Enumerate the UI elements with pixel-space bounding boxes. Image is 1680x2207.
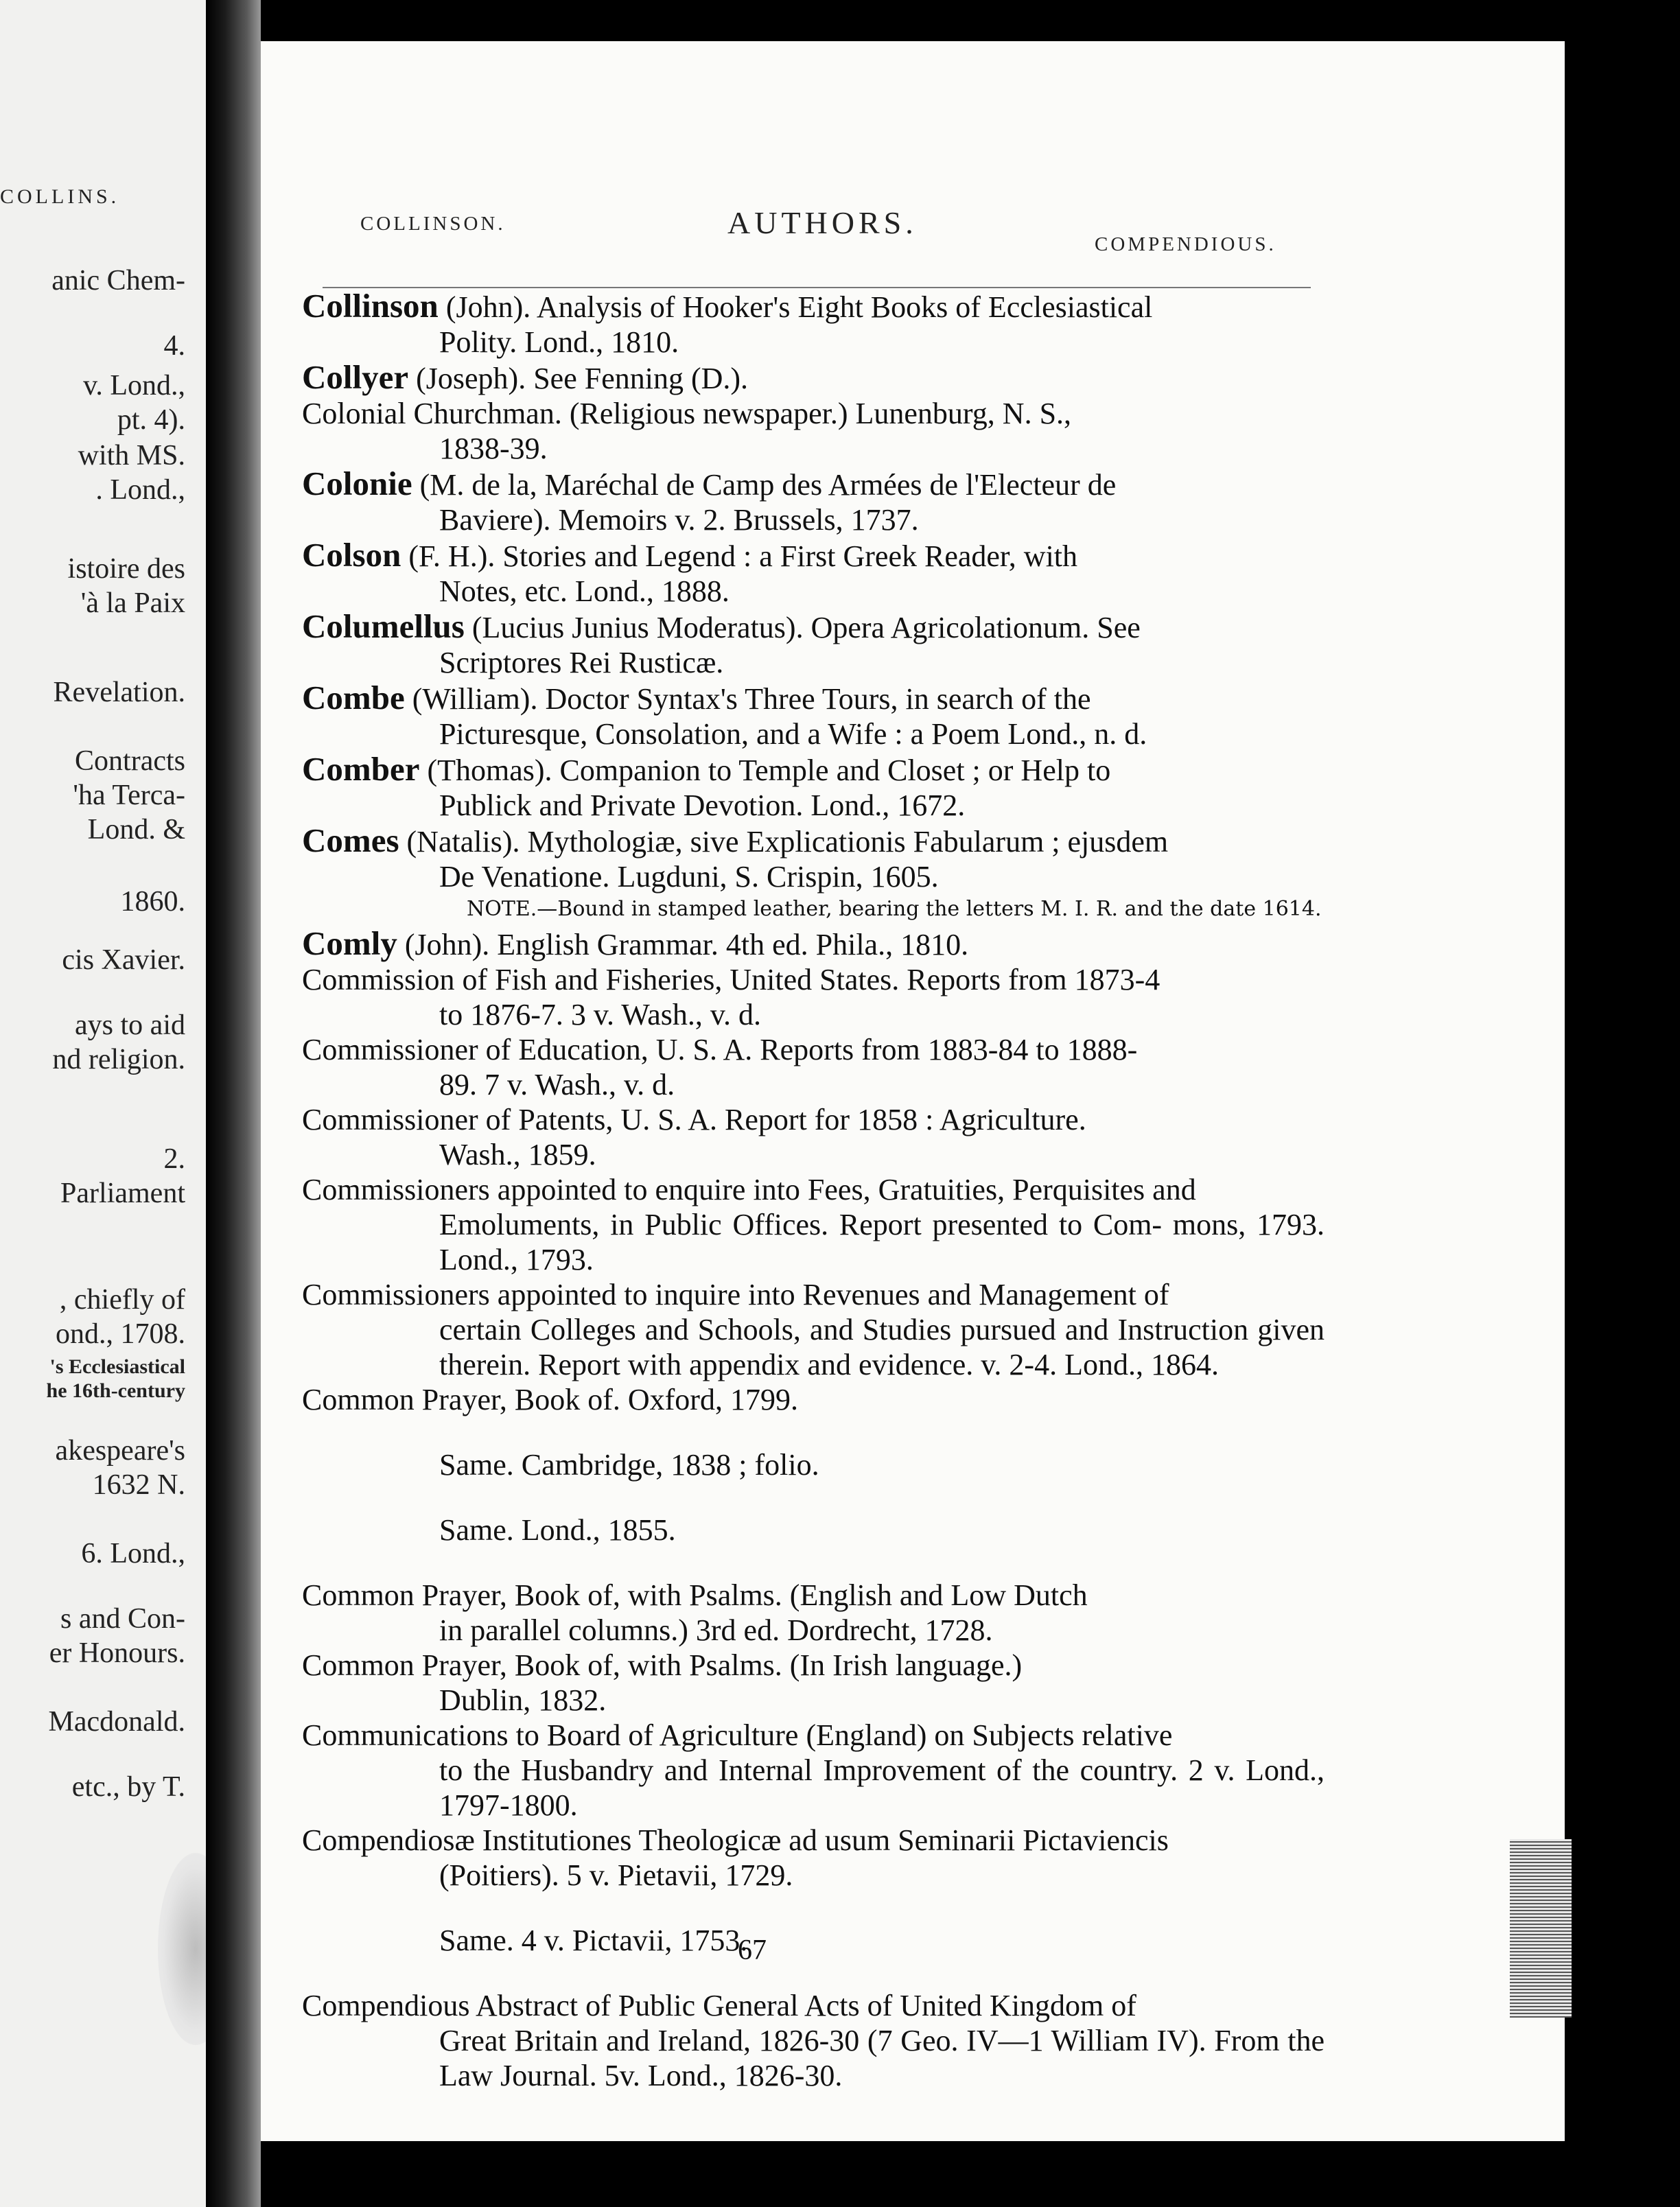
facing-line: Lond. & xyxy=(87,814,185,845)
facing-line: anic Chem- xyxy=(51,265,185,296)
facing-line: 1860. xyxy=(120,886,185,918)
entry-text: (Natalis). Mythologiæ, sive Explicationis Fabularum ; ejusdem xyxy=(399,825,1169,859)
catalogue-entry xyxy=(302,962,1325,1032)
facing-line: ond., 1708. xyxy=(56,1318,185,1350)
same-entry: Same. Cambridge, 1838 ; folio. xyxy=(439,1448,819,1482)
entry-text: Communications to Board of Agriculture (England) on Subjects relative xyxy=(302,1718,1173,1752)
facing-line: Revelation. xyxy=(53,677,185,708)
facing-line: 1632 N. xyxy=(92,1469,185,1501)
entry-author: Comly xyxy=(302,924,397,962)
facing-line: 's Ecclesiastical xyxy=(49,1355,185,1378)
entry-continuation: Publick and Private Devotion. Lond., 1672. xyxy=(439,789,966,822)
entry-text: Common Prayer, Book of. Oxford, 1799. xyxy=(302,1383,798,1416)
entry-text: (John). Analysis of Hooker's Eight Books of Ecclesiastical xyxy=(438,290,1153,324)
entry-text: Colonial Churchman. (Religious newspaper.) Lunenburg, N. S., xyxy=(302,397,1072,430)
entry-text: Commissioners appointed to enquire into Fees, Gratuities, Perquisites and xyxy=(302,1173,1196,1206)
entry-continuation: 1838-39. xyxy=(439,432,548,465)
facing-line: he 16th-century xyxy=(46,1379,185,1402)
facing-line: s and Con- xyxy=(60,1603,185,1635)
catalogue-entries xyxy=(302,288,1325,2093)
facing-line: 2. xyxy=(163,1143,185,1175)
running-head-right: COMPENDIOUS. xyxy=(1095,233,1276,255)
entry-author: Collyer xyxy=(302,358,409,396)
facing-line: etc., by T. xyxy=(71,1771,185,1803)
entry-continuation: to the Husbandry and Internal Improvement of the country. 2 v. Lond., 1797-1800. xyxy=(439,1753,1325,1822)
facing-line: Contracts xyxy=(75,745,185,777)
entry-text: (F. H.). Stories and Legend : a First Greek Reader, with xyxy=(401,539,1078,573)
catalogue-entry xyxy=(302,1648,1325,1718)
facing-line: 6. Lond., xyxy=(81,1538,185,1569)
entry-continuation: Baviere). Memoirs v. 2. Brussels, 1737. xyxy=(439,503,919,537)
facing-line: 'ha Terca- xyxy=(73,780,185,811)
running-head-center: AUTHORS. xyxy=(727,205,918,240)
entry-text: Commissioners appointed to inquire into Revenues and Management of xyxy=(302,1278,1169,1311)
catalogue-entry xyxy=(302,360,1325,396)
entry-continuation: Scriptores Rei Rusticæ. xyxy=(439,646,724,679)
entry-text: Commission of Fish and Fisheries, United States. Reports from 1873-4 xyxy=(302,963,1160,996)
entry-text: (William). Doctor Syntax's Three Tours, in search of the xyxy=(404,682,1091,716)
facing-line: cis Xavier. xyxy=(62,944,185,976)
page-edges xyxy=(1510,1839,1572,2018)
catalogue-entry xyxy=(302,1172,1325,1277)
entry-continuation: De Venatione. Lugduni, S. Crispin, 1605. xyxy=(439,860,939,894)
entry-text: (M. de la, Maréchal de Camp des Armées de l'Electeur de xyxy=(412,468,1117,502)
book-gutter xyxy=(206,0,261,2207)
entry-continuation: Emoluments, in Public Offices. Report presented to Com- mons, 1793. Lond., 1793. xyxy=(439,1208,1325,1276)
entry-continuation: Wash., 1859. xyxy=(439,1138,596,1171)
catalogue-entry xyxy=(302,288,1325,360)
entry-text: Commissioner of Education, U. S. A. Reports from 1883-84 to 1888- xyxy=(302,1033,1138,1066)
facing-line: v. Lond., xyxy=(83,370,185,401)
facing-page-header: COLLINS. xyxy=(0,185,120,208)
catalogue-entry xyxy=(302,609,1325,680)
facing-line: istoire des xyxy=(67,553,185,585)
facing-line: 'à la Paix xyxy=(80,587,185,619)
catalogue-entry xyxy=(302,396,1325,466)
entry-continuation: Great Britain and Ireland, 1826-30 (7 Geo. IV—1 William IV). From the Law Journal. 5v. Lond., 1826-30. xyxy=(439,2024,1325,2092)
facing-line: pt. 4). xyxy=(117,404,185,436)
catalogue-entry xyxy=(302,926,1325,962)
entry-continuation: 89. 7 v. Wash., v. d. xyxy=(439,1068,675,1101)
page-number: 67 xyxy=(738,1935,767,1966)
entry-text: Common Prayer, Book of, with Psalms. (In Irish language.) xyxy=(302,1648,1023,1682)
catalogue-entry xyxy=(302,1032,1325,1102)
facing-line: er Honours. xyxy=(49,1637,185,1669)
catalogue-entry xyxy=(302,466,1325,537)
entry-author: Columellus xyxy=(302,607,465,645)
page-stain xyxy=(158,1853,206,2045)
entry-note: NOTE.—Bound in stamped leather, bearing the letters M. I. R. and the date 1614. xyxy=(467,897,1322,921)
entry-author: Colonie xyxy=(302,465,412,502)
entry-continuation: Picturesque, Consolation, and a Wife : a Poem Lond., n. d. xyxy=(439,717,1147,751)
facing-line: Macdonald. xyxy=(48,1706,185,1738)
running-head-left: COLLINSON. xyxy=(360,213,506,235)
entry-author: Combe xyxy=(302,679,405,716)
entry-text: (Lucius Junius Moderatus). Opera Agricolationum. See xyxy=(464,611,1141,644)
entry-continuation: (Poitiers). 5 v. Pietavii, 1729. xyxy=(439,1858,793,1892)
catalogue-entry xyxy=(302,1988,1325,2093)
facing-line: , chiefly of xyxy=(59,1284,185,1316)
facing-line: . Lond., xyxy=(95,474,185,506)
facing-line: ays to aid xyxy=(75,1009,185,1041)
catalogue-entry xyxy=(302,1382,1325,1417)
facing-line: nd religion. xyxy=(52,1044,185,1075)
same-entry: Same. Lond., 1855. xyxy=(439,1513,676,1547)
catalogue-entry xyxy=(302,1277,1325,1382)
entry-continuation: Dublin, 1832. xyxy=(439,1683,607,1717)
entry-text: (Joseph). See Fenning (D.). xyxy=(408,362,749,395)
entry-continuation: Polity. Lond., 1810. xyxy=(439,325,679,359)
entry-continuation: certain Colleges and Schools, and Studies pursued and Instruction given therein. Report with appendix and evidence. v. 2-4. Lond., 1864. xyxy=(439,1313,1325,1381)
catalogue-entry xyxy=(302,1102,1325,1172)
facing-page-left xyxy=(0,0,206,2207)
entry-text: (Thomas). Companion to Temple and Closet ; or Help to xyxy=(419,754,1111,787)
same-entry: Same. 4 v. Pictavii, 1753. xyxy=(439,1924,748,1957)
entry-text: Common Prayer, Book of, with Psalms. (English and Low Dutch xyxy=(302,1578,1088,1612)
facing-line: Parliament xyxy=(60,1178,185,1209)
entry-text: Commissioner of Patents, U. S. A. Report for 1858 : Agriculture. xyxy=(302,1103,1086,1136)
facing-line: with MS. xyxy=(78,440,185,471)
catalogue-entry xyxy=(302,680,1325,751)
entry-continuation: to 1876-7. 3 v. Wash., v. d. xyxy=(439,998,762,1031)
entry-author: Comber xyxy=(302,750,420,788)
facing-line: 4. xyxy=(163,330,185,362)
catalogue-entry xyxy=(302,751,1325,823)
catalogue-entry xyxy=(302,1718,1325,1823)
entry-author: Colson xyxy=(302,536,401,574)
entry-author: Collinson xyxy=(302,287,439,325)
catalogue-entry xyxy=(302,537,1325,609)
entry-text: Compendiosæ Institutiones Theologicæ ad usum Seminarii Pictaviencis xyxy=(302,1823,1169,1857)
entry-continuation: in parallel columns.) 3rd ed. Dordrecht, 1728. xyxy=(439,1613,993,1647)
entry-text: Compendious Abstract of Public General Acts of United Kingdom of xyxy=(302,1989,1136,2022)
facing-line: akespeare's xyxy=(55,1435,185,1467)
catalogue-entry xyxy=(302,823,1325,894)
entry-text: (John). English Grammar. 4th ed. Phila., 1810. xyxy=(397,928,969,961)
catalogue-entry xyxy=(302,1578,1325,1648)
entry-continuation: Notes, etc. Lond., 1888. xyxy=(439,574,730,608)
entry-author: Comes xyxy=(302,821,399,859)
catalogue-entry xyxy=(302,1823,1325,1893)
